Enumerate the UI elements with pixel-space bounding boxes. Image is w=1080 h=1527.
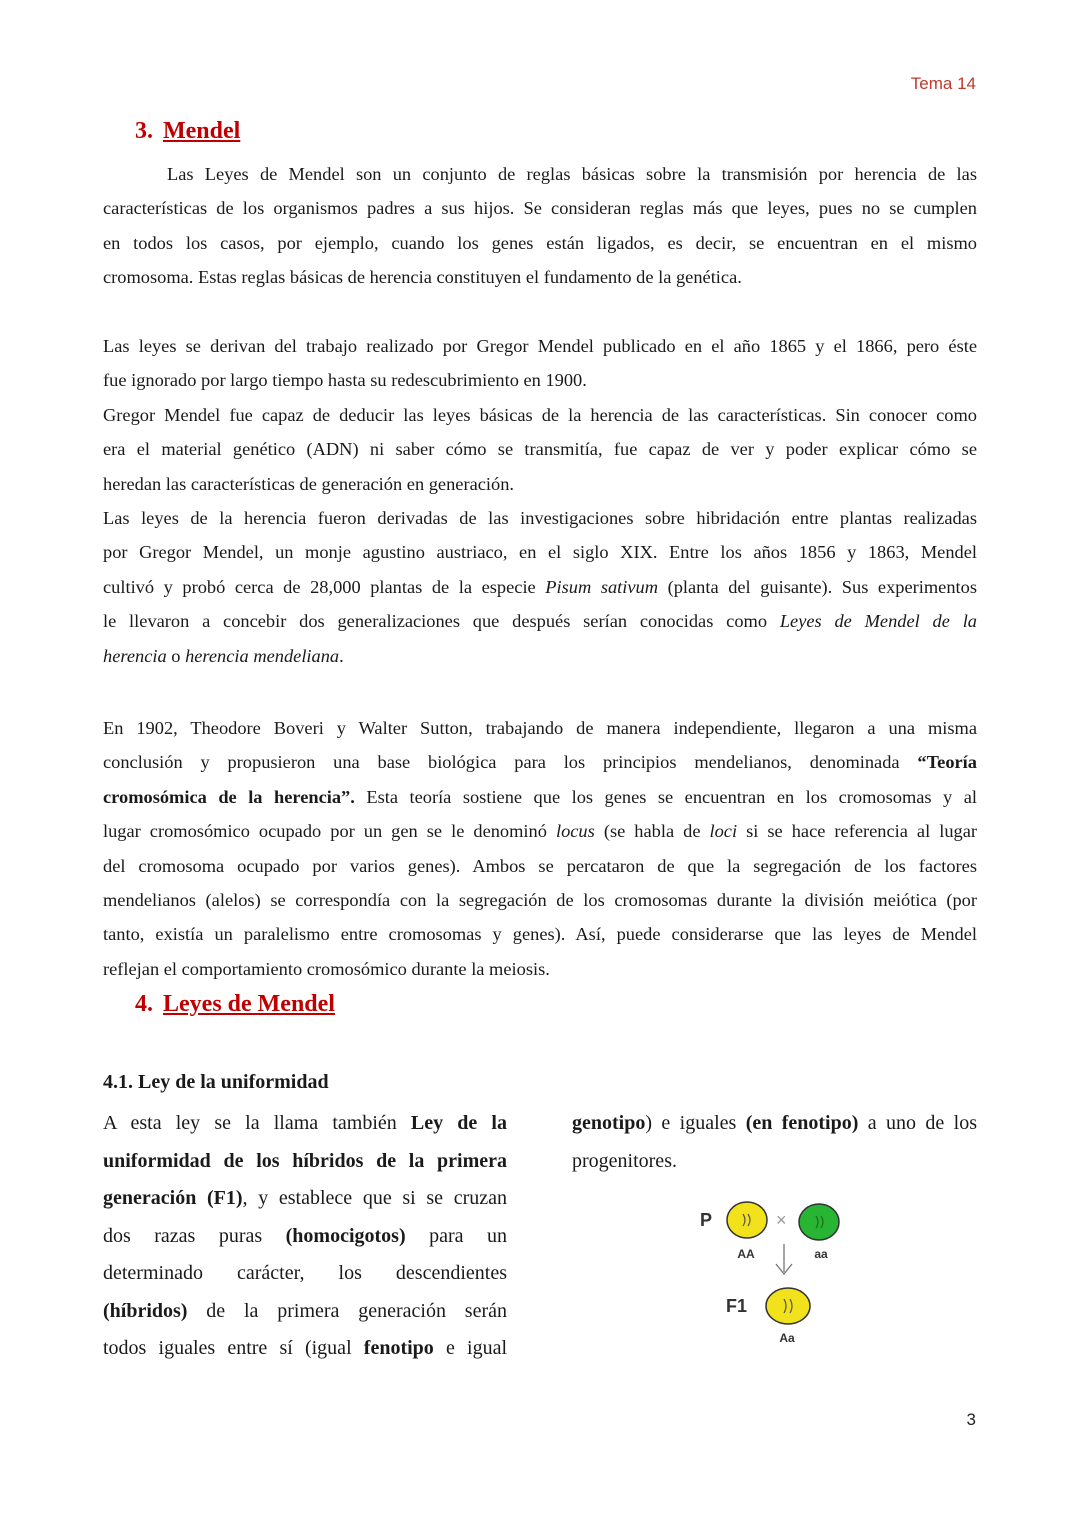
arrow-down-icon (776, 1244, 792, 1274)
text-run: , y establece que si se cruzan (242, 1187, 507, 1209)
subsection-title: 4.1. Ley de la uniformidad (103, 1071, 329, 1093)
text-line: Las Leyes de Mendel son un conjunto de reglas básicas sobre la transmisión por herencia de las (167, 164, 977, 184)
term-bold: “Teoría (917, 752, 977, 773)
paragraph-hybridization (103, 501, 977, 673)
text-line (103, 1105, 507, 1143)
right-column (572, 1105, 977, 1180)
term-bold: cromosómica de la herencia”. (103, 786, 355, 807)
term-bold: uniformidad de los híbridos de la primera (103, 1149, 507, 1172)
species-name: Pisum sativum (545, 576, 659, 597)
text-line (572, 1105, 977, 1143)
text-line (103, 570, 977, 604)
text-line: Las leyes de la herencia fueron derivadas de las investigaciones sobre hibridación entre plantas realizadas (103, 508, 977, 528)
text-line (103, 1143, 507, 1181)
term-italic: loci (709, 821, 738, 842)
text-line: determinado carácter, los descendientes (103, 1262, 507, 1284)
text-line (103, 1218, 507, 1256)
section-heading-mendel (135, 118, 240, 145)
paragraph-derivation (103, 329, 977, 398)
yellow-pea-parent (727, 1202, 767, 1238)
text-line (103, 745, 977, 779)
text-line: características de los organismos padres a sus hijos. Se consideran reglas más que leyes, pues no se cumplen (103, 198, 977, 219)
text-line: En 1902, Theodore Boveri y Walter Sutton, trabajando de manera independiente, llegaron a una misma (103, 718, 977, 738)
p-generation-label: P (700, 1210, 713, 1230)
text-line: cromosoma. Estas reglas básicas de herencia constituyen el fundamento de la genética. (103, 267, 742, 288)
text-line (103, 604, 977, 638)
cross-symbol: × (776, 1210, 787, 1230)
text-run: si se hace referencia al lugar (737, 821, 977, 842)
term-bold: (homocigotos) (285, 1224, 406, 1247)
term-bold: (en fenotipo) (745, 1112, 859, 1134)
text-line: del cromosoma ocupado por varios genes). Ambos se percataron de que la segregación de los factores (103, 855, 977, 876)
term-italic: Leyes de Mendel de la (779, 611, 977, 632)
green-pea-parent (799, 1204, 839, 1240)
text-run: le llevaron a concebir dos generalizaciones que después serían conocidas como (103, 611, 780, 632)
paragraph-chromosome-theory (103, 711, 977, 986)
text-line: reflejan el comportamiento cromosómico durante la meiosis. (103, 958, 550, 979)
genotype-aa-recessive: aa (814, 1247, 828, 1261)
text-run: dos razas puras (103, 1224, 286, 1247)
paragraph-deduction (103, 398, 977, 501)
text-line (103, 1293, 507, 1331)
text-line: era el material genético (ADN) ni saber cómo se transmitía, fue capaz de ver y poder explicar cómo se (103, 439, 977, 460)
section-heading-leyes (135, 991, 335, 1018)
header-title: Tema 14 (910, 74, 976, 93)
text-line (103, 1330, 507, 1368)
genotype-aa-dominant: AA (737, 1247, 755, 1261)
term-bold: fenotipo (363, 1337, 434, 1359)
yellow-pea-offspring (766, 1288, 810, 1324)
left-column (103, 1105, 507, 1368)
text-run: conclusión y propusieron una base biológica para los principios mendelianos, denominada (103, 752, 918, 773)
text-line: progenitores. (572, 1149, 677, 1172)
text-run: A esta ley se la llama también (103, 1112, 411, 1134)
text-run: cultivó y probó cerca de 28,000 plantas de la especie (103, 576, 546, 597)
text-line: tanto, existía un paralelismo entre cromosomas y genes). Así, puede considerarse que las leyes de Mendel (103, 924, 977, 945)
page-number: 3 (966, 1410, 976, 1429)
text-line: Las leyes se derivan del trabajo realizado por Gregor Mendel publicado en el año 1865 y el 1866, pero éste (103, 336, 977, 356)
text-run: (planta del guisante). Sus experimentos (658, 576, 977, 597)
section-title: Leyes de Mendel (163, 991, 335, 1017)
text-run: o (166, 645, 186, 666)
genotype-heterozygous: Aa (779, 1331, 795, 1345)
text-line: fue ignorado por largo tiempo hasta su redescubrimiento en 1900. (103, 370, 587, 391)
text-run: a uno de los (858, 1112, 978, 1134)
text-line (103, 639, 977, 673)
text-line: en todos los casos, por ejemplo, cuando los genes están ligados, es decir, se encuentran en el mismo (103, 232, 977, 253)
term-bold: (híbridos) (103, 1299, 188, 1322)
term-bold: generación (F1) (103, 1187, 243, 1209)
text-line (103, 780, 977, 814)
text-run: e igual (433, 1337, 507, 1359)
text-line: por Gregor Mendel, un monje agustino austriaco, en el siglo XIX. Entre los años 1856 y 1863, Mendel (103, 542, 977, 563)
text-run: . (339, 645, 344, 666)
text-run: ) e iguales (645, 1112, 746, 1134)
term-italic: herencia (103, 645, 167, 666)
section-number: 3. (135, 118, 153, 144)
text-run: para un (405, 1224, 507, 1247)
text-line (103, 814, 977, 848)
text-run: (se habla de (594, 821, 710, 842)
mendel-cross-diagram (690, 1196, 860, 1356)
term-bold: genotipo (572, 1112, 646, 1134)
text-line (103, 1180, 507, 1218)
section-title: Mendel (163, 118, 241, 144)
term-bold: Ley de la (410, 1112, 507, 1134)
text-run: de la primera generación serán (187, 1299, 507, 1322)
text-run: Esta teoría sostiene que los genes se encuentran en los cromosomas y al (354, 786, 977, 807)
paragraph-intro (103, 157, 977, 295)
section-number: 4. (135, 991, 153, 1017)
term-italic: herencia mendeliana (185, 645, 340, 666)
term-italic: locus (555, 821, 595, 842)
text-run: lugar cromosómico ocupado por un gen se le denominó (103, 821, 556, 842)
text-line: mendelianos (alelos) se correspondía con la segregación de los cromosomas durante la división meiótica (por (103, 890, 977, 911)
f1-generation-label: F1 (726, 1296, 748, 1316)
text-line: heredan las características de generación en generación. (103, 473, 514, 494)
text-run: todos iguales entre sí (igual (103, 1337, 364, 1359)
text-line: Gregor Mendel fue capaz de deducir las leyes básicas de la herencia de las características. Sin conocer como (103, 405, 977, 425)
